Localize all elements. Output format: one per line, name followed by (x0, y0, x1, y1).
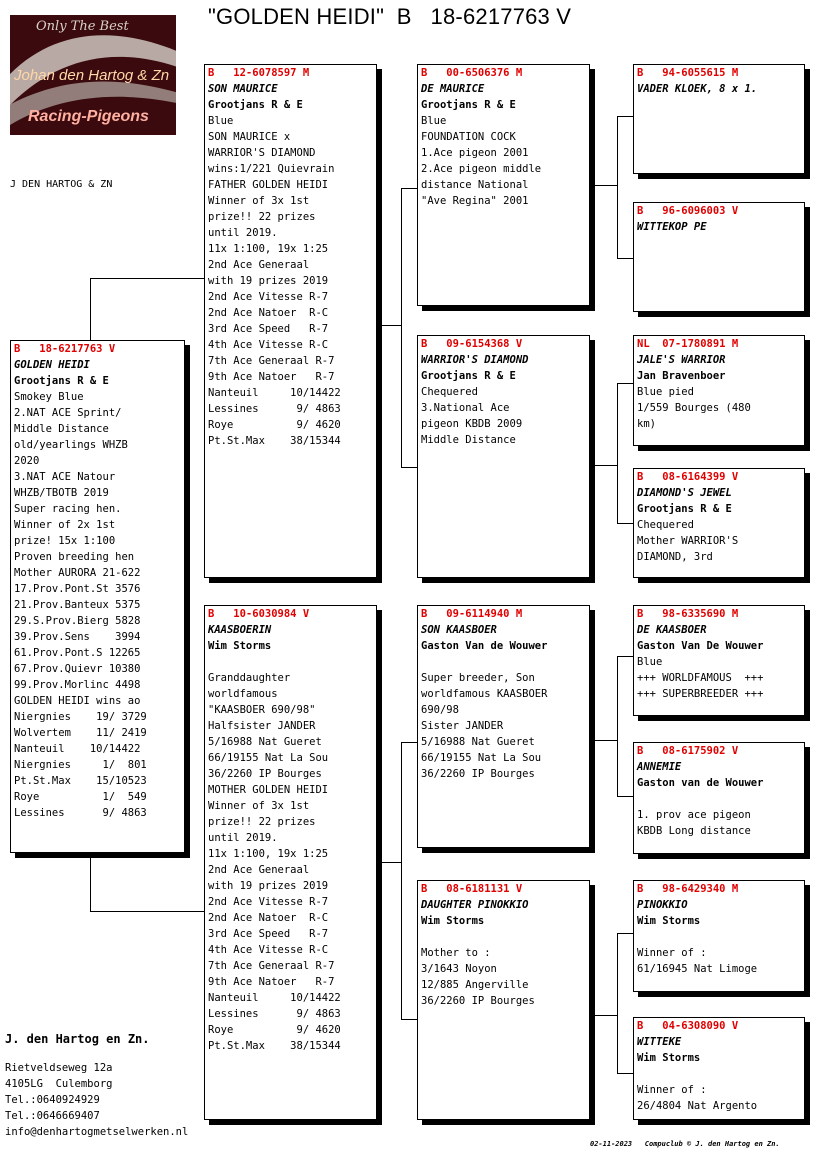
pigeon-info-line: Lessines 9/ 4863 (208, 403, 341, 415)
pigeon-info-line: 2nd Ace Natoer R-C (208, 912, 329, 924)
pigeon-info-line: 3.National Ace (421, 402, 510, 414)
pigeon-info-line: prize!! 22 prizes (208, 211, 316, 223)
ring-number: B 08-6164399 V (637, 471, 739, 483)
pigeon-name: DAUGHTER PINOKKIO (421, 899, 529, 911)
ring-number: B 08-6175902 V (637, 745, 739, 757)
address-line: 4105LG Culemborg (5, 1078, 113, 1090)
pigeon-owner: Grootjans R & E (14, 375, 109, 387)
pigeon-card-fmf (633, 335, 805, 446)
address-title: J. den Hartog en Zn. (5, 1032, 150, 1046)
pigeon-info-line: 2nd Ace Vitesse R-7 (208, 291, 329, 303)
pigeon-info-line: +++ WORLDFAMOUS +++ (637, 672, 764, 684)
pigeon-info-line: Lessines 9/ 4863 (14, 807, 147, 819)
pigeon-info-line: 11x 1:100, 19x 1:25 (208, 243, 329, 255)
pigeon-info-line: worldfamous (208, 688, 278, 700)
connector-line (90, 855, 91, 912)
pigeon-info-line: 36/2260 IP Bourges (208, 768, 322, 780)
pigeon-info-line: 9th Ace Natoer R-7 (208, 371, 335, 383)
pigeon-info-line: Pt.St.Max 38/15344 (208, 435, 341, 447)
pigeon-info-line: 7th Ace Generaal R-7 (208, 960, 335, 972)
pigeon-owner: Gaston Van de Wouwer (421, 640, 548, 652)
pigeon-owner: Gaston Van De Wouwer (637, 640, 764, 652)
logo-tagline: Only The Best (36, 19, 129, 34)
pigeon-info-line: Mother to : (421, 947, 491, 959)
pigeon-info-line: 11x 1:100, 19x 1:25 (208, 848, 329, 860)
pigeon-card-fff (633, 64, 805, 174)
ring-number: B 00-6506376 M (421, 67, 523, 79)
pigeon-info-line: MOTHER GOLDEN HEIDI (208, 784, 329, 796)
pigeon-info-line: distance National (421, 179, 529, 191)
ring-number: B 98-6335690 M (637, 608, 739, 620)
connector-line (401, 742, 402, 1020)
connector-line (401, 188, 417, 189)
pigeon-info-line: +++ SUPERBREEDER +++ (637, 688, 764, 700)
pigeon-info-line: with 19 prizes 2019 (208, 880, 329, 892)
breeder-logo (10, 15, 176, 135)
connector-line (594, 185, 618, 186)
pigeon-info-line: 2nd Ace Vitesse R-7 (208, 896, 329, 908)
ring-number: NL 07-1780891 M (637, 338, 739, 350)
pigeon-info-line: wins:1/221 Quievrain (208, 163, 335, 175)
pigeon-info-line: 26/4804 Nat Argento (637, 1100, 758, 1112)
pigeon-owner: Grootjans R & E (421, 370, 516, 382)
connector-line (380, 862, 402, 863)
pigeon-info-line: Winner of 2x 1st (14, 519, 116, 531)
pigeon-info-line: until 2019. (208, 832, 278, 844)
pigeon-info-line: worldfamous KAASBOER (421, 688, 548, 700)
pigeon-name: WITTEKOP PE (637, 221, 707, 233)
pigeon-name: WARRIOR'S DIAMOND (421, 354, 529, 366)
ring-number: B 08-6181131 V (421, 883, 523, 895)
connector-line (617, 796, 633, 797)
pigeon-owner: Jan Bravenboer (637, 370, 726, 382)
pigeon-info-line: Halfsister JANDER (208, 720, 316, 732)
pigeon-name: DE MAURICE (421, 83, 485, 95)
pigeon-info-line: 21.Prov.Banteux 5375 (14, 599, 141, 611)
connector-line (380, 325, 402, 326)
ring-number: B 04-6308090 V (637, 1020, 739, 1032)
pigeon-info-line: 2nd Ace Generaal (208, 864, 310, 876)
ring-number: B 09-6154368 V (421, 338, 523, 350)
pigeon-info-line: Blue (421, 115, 447, 127)
pigeon-info-line: 3.NAT ACE Natour (14, 471, 116, 483)
pigeon-info-line: Super racing hen. (14, 503, 122, 515)
pigeon-info-line: until 2019. (208, 227, 278, 239)
pigeon-info-line: Granddaughter (208, 672, 291, 684)
pigeon-info-line: DIAMOND, 3rd (637, 551, 713, 563)
pigeon-info-line: 9th Ace Natoer R-7 (208, 976, 335, 988)
pigeon-info-line: "Ave Regina" 2001 (421, 195, 529, 207)
pigeon-info-line (421, 929, 589, 945)
pigeon-name: GOLDEN HEIDI (14, 359, 90, 371)
pigeon-info-line (208, 654, 376, 670)
connector-line (617, 258, 633, 259)
pigeon-info-line: Proven breeding hen (14, 551, 135, 563)
pigeon-owner: Wim Storms (637, 1052, 701, 1064)
pigeon-owner: Gaston van de Wouwer (637, 777, 764, 789)
pigeon-card-father (204, 64, 377, 578)
pigeon-info-line: Mother WARRIOR'S (637, 535, 739, 547)
connector-line (594, 465, 618, 466)
ring-number: B 94-6055615 M (637, 67, 739, 79)
pigeon-info-line: Blue (208, 115, 234, 127)
pigeon-card-mmf (633, 880, 805, 992)
connector-line (617, 656, 618, 797)
address-block (5, 1060, 188, 1140)
pigeon-info-line: FATHER GOLDEN HEIDI (208, 179, 329, 191)
pigeon-name: VADER KLOEK, 8 x 1. (637, 83, 758, 95)
pigeon-info-line: SON MAURICE x (208, 131, 291, 143)
pigeon-card-ff (417, 64, 590, 306)
pigeon-info-line: prize! 15x 1:100 (14, 535, 116, 547)
phone-line: Tel.:0640924929 (5, 1094, 100, 1106)
pigeon-name: SON MAURICE (208, 83, 278, 95)
pigeon-info-line: "KAASBOER 690/98" (208, 704, 316, 716)
pigeon-owner: Grootjans R & E (421, 99, 516, 111)
pigeon-info-line (421, 654, 589, 670)
connector-line (617, 383, 618, 524)
connector-line (594, 740, 618, 741)
pigeon-owner: Grootjans R & E (637, 503, 732, 515)
pigeon-name: SON KAASBOER (421, 624, 497, 636)
pigeon-info-line: KBDB Long distance (637, 825, 751, 837)
pigeon-info-line: 29.S.Prov.Bierg 5828 (14, 615, 141, 627)
email-link[interactable]: info@denhartogmetselwerken.nl (5, 1126, 189, 1138)
pigeon-owner: Wim Storms (208, 640, 272, 652)
connector-line (617, 116, 633, 117)
pigeon-info-line: Nanteuil 10/14422 (14, 743, 141, 755)
pigeon-info-line: Niergnies 19/ 3729 (14, 711, 147, 723)
address-line: Rietveldseweg 12a (5, 1062, 113, 1074)
pigeon-info-line: Lessines 9/ 4863 (208, 1008, 341, 1020)
phone-line: Tel.:0646669407 (5, 1110, 100, 1122)
pigeon-info-line: Mother AURORA 21-622 (14, 567, 141, 579)
ring-number: B 09-6114940 M (421, 608, 523, 620)
pigeon-info-line: 12/885 Angerville (421, 979, 529, 991)
pigeon-info-line (637, 1066, 804, 1082)
pigeon-info-line: Nanteuil 10/14422 (208, 992, 341, 1004)
pigeon-info-line: 1. prov ace pigeon (637, 809, 751, 821)
connector-line (90, 278, 204, 279)
footer-credit: 02-11-2023 Compuclub © J. den Hartog en Zn. (590, 1140, 780, 1148)
pigeon-info-line: Chequered (637, 519, 694, 531)
pigeon-card-fm (417, 335, 590, 578)
connector-line (617, 116, 618, 259)
pigeon-info-line: 99.Prov.Morlinc 4498 (14, 679, 141, 691)
pigeon-name: WITTEKE (637, 1036, 682, 1048)
connector-line (594, 1015, 618, 1016)
pigeon-card-ffm (633, 202, 805, 312)
pigeon-info-line: Wolvertem 11/ 2419 (14, 727, 147, 739)
pigeon-info-line: Smokey Blue (14, 391, 84, 403)
pigeon-info-line: 67.Prov.Quievr 10380 (14, 663, 141, 675)
pigeon-info-line: 1/559 Bourges (480 (637, 402, 751, 414)
connector-line (401, 467, 417, 468)
pigeon-info-line: Nanteuil 10/14422 (208, 387, 341, 399)
pigeon-info-line: 61/16945 Nat Limoge (637, 963, 758, 975)
pigeon-info-line: Winner of 3x 1st (208, 195, 310, 207)
pigeon-owner: Wim Storms (637, 915, 701, 927)
pigeon-info-line: Pt.St.Max 38/15344 (208, 1040, 341, 1052)
pigeon-name: JALE'S WARRIOR (637, 354, 726, 366)
ring-number: B 98-6429340 M (637, 883, 739, 895)
pigeon-info-line: GOLDEN HEIDI wins ao (14, 695, 141, 707)
pigeon-info-line: 4th Ace Vitesse R-C (208, 339, 329, 351)
pigeon-info-line: Chequered (421, 386, 478, 398)
pigeon-info-line: pigeon KBDB 2009 (421, 418, 523, 430)
pigeon-info-line: Pt.St.Max 15/10523 (14, 775, 147, 787)
pigeon-card-subject (10, 340, 185, 853)
pigeon-info-line: 61.Prov.Pont.S 12265 (14, 647, 141, 659)
connector-line (617, 383, 633, 384)
pigeon-info-line: Roye 1/ 549 (14, 791, 147, 803)
connector-line (617, 656, 633, 657)
page-title: "GOLDEN HEIDI" B 18-6217763 V (208, 4, 572, 29)
pigeon-info-line: 5/16988 Nat Gueret (208, 736, 322, 748)
pigeon-info-line: Super breeder, Son (421, 672, 535, 684)
pigeon-info-line: 39.Prov.Sens 3994 (14, 631, 141, 643)
pigeon-owner: Wim Storms (421, 915, 485, 927)
ring-number: B 10-6030984 V (208, 608, 310, 620)
connector-line (401, 1019, 417, 1020)
pigeon-card-mfm (633, 742, 805, 854)
pigeon-info-line: 66/19155 Nat La Sou (421, 752, 542, 764)
pigeon-info-line: prize!! 22 prizes (208, 816, 316, 828)
pigeon-name: KAASBOERIN (208, 624, 272, 636)
ring-number: B 18-6217763 V (14, 343, 116, 355)
pigeon-info-line: Roye 9/ 4620 (208, 1024, 341, 1036)
pigeon-info-line: 2.NAT ACE Sprint/ (14, 407, 122, 419)
pigeon-info-line: Winner of : (637, 1084, 707, 1096)
pigeon-info-line: Middle Distance (14, 423, 109, 435)
pigeon-info-line: 3/1643 Noyon (421, 963, 497, 975)
connector-line (617, 1073, 633, 1074)
ring-number: B 96-6096003 V (637, 205, 739, 217)
pigeon-card-fmm (633, 468, 805, 578)
connector-line (90, 278, 91, 340)
pigeon-info-line: Middle Distance (421, 434, 516, 446)
pigeon-info-line: 66/19155 Nat La Sou (208, 752, 329, 764)
pigeon-card-mother (204, 605, 377, 1120)
connector-line (90, 911, 204, 912)
pigeon-info-line: FOUNDATION COCK (421, 131, 516, 143)
pigeon-owner: Grootjans R & E (208, 99, 303, 111)
pigeon-info-line: 690/98 (421, 704, 459, 716)
pigeon-info-line: 5/16988 Nat Gueret (421, 736, 535, 748)
pigeon-info-line: WHZB/TBOTB 2019 (14, 487, 109, 499)
logo-subtitle: Racing-Pigeons (28, 108, 149, 125)
pigeon-info-line: 17.Prov.Pont.St 3576 (14, 583, 141, 595)
pigeon-info-line: Sister JANDER (421, 720, 504, 732)
pigeon-name: DE KAASBOER (637, 624, 707, 636)
pigeon-info-line: with 19 prizes 2019 (208, 275, 329, 287)
connector-line (617, 933, 618, 1074)
pigeon-info-line: 36/2260 IP Bourges (421, 995, 535, 1007)
pigeon-info-line: 2nd Ace Generaal (208, 259, 310, 271)
connector-line (401, 188, 402, 468)
ring-number: B 12-6078597 M (208, 67, 310, 79)
pigeon-info-line: WARRIOR'S DIAMOND (208, 147, 316, 159)
pigeon-info-line: 7th Ace Generaal R-7 (208, 355, 335, 367)
pigeon-info-line: 3rd Ace Speed R-7 (208, 928, 329, 940)
pigeon-info-line: Niergnies 1/ 801 (14, 759, 147, 771)
pigeon-info-line: 2020 (14, 455, 40, 467)
pigeon-info-line: 4th Ace Vitesse R-C (208, 944, 329, 956)
pigeon-info-line: 3rd Ace Speed R-7 (208, 323, 329, 335)
connector-line (617, 523, 633, 524)
pigeon-info-line: km) (637, 418, 656, 430)
pigeon-info-line (637, 929, 804, 945)
pigeon-info-line: Blue pied (637, 386, 694, 398)
pigeon-info-line: 1.Ace pigeon 2001 (421, 147, 529, 159)
logo-name: Johan den Hartog & Zn (14, 67, 170, 84)
connector-line (617, 933, 633, 934)
pigeon-card-mmm (633, 1017, 805, 1120)
pigeon-info-line: Roye 9/ 4620 (208, 419, 341, 431)
pigeon-info-line: Winner of 3x 1st (208, 800, 310, 812)
pigeon-card-mm (417, 880, 590, 1120)
pigeon-info-line: 2.Ace pigeon middle (421, 163, 542, 175)
breeder-name: J DEN HARTOG & ZN (10, 179, 113, 190)
connector-line (401, 742, 417, 743)
pigeon-info-line (637, 791, 804, 807)
pigeon-card-mff (633, 605, 805, 716)
pigeon-info-line: Winner of : (637, 947, 707, 959)
pigeon-info-line: 2nd Ace Natoer R-C (208, 307, 329, 319)
pigeon-name: DIAMOND'S JEWEL (637, 487, 732, 499)
pigeon-info-line: old/yearlings WHZB (14, 439, 128, 451)
pigeon-info-line: Blue (637, 656, 663, 668)
pigeon-name: PINOKKIO (637, 899, 688, 911)
pigeon-info-line: 36/2260 IP Bourges (421, 768, 535, 780)
pigeon-name: ANNEMIE (637, 761, 682, 773)
pigeon-card-mf (417, 605, 590, 848)
